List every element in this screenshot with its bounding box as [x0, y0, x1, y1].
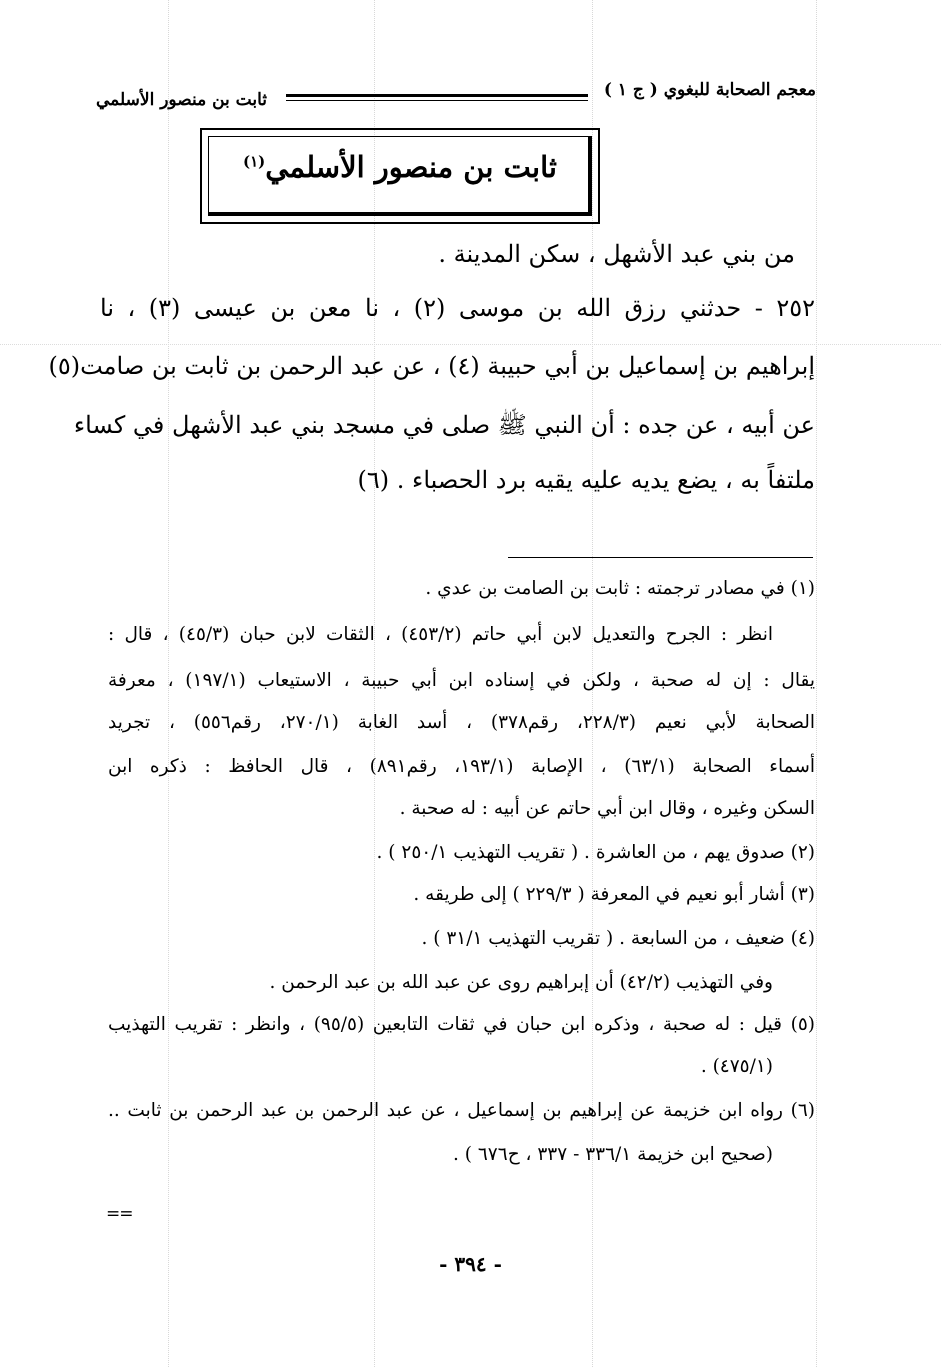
- footnote-1: (١) في مصادر ترجمته : ثابت بن الصامت بن عدي .: [425, 578, 815, 599]
- footnote-2: (٢) صدوق يهم ، من العاشرة . ( تقريب التهذيب ٢٥٠/١ ) .: [376, 842, 815, 863]
- footnote-6-continued: (صحيح ابن خزيمة ٣٣٦/١ - ٣٣٧ ، ح٦٧٦ ) .: [453, 1144, 773, 1165]
- body-line: إبراهيم بن إسماعيل بن أبي حبيبة (٤) ، عن عبد الرحمن بن ثابت بن صامت(٥): [48, 352, 815, 380]
- footnote-3: (٣) أشار أبو نعيم في المعرفة ( ٢٢٩/٣ ) إلى طريقه .: [413, 884, 815, 905]
- footnote-1-continued: الصحابة لأبي نعيم (٢٢٨/٣، رقم٣٧٨) ، أسد الغابة (٢٧٠/١، رقم٥٥٦) ، تجريد: [108, 712, 816, 733]
- entry-title: [202, 150, 598, 184]
- title-frame: [200, 128, 600, 224]
- footnote-6: (٦) رواه ابن خزيمة عن إبراهيم بن إسماعيل ، عن عبد الرحمن بن عبد الرحمن بن ثابت ..: [108, 1100, 815, 1121]
- entry-title-text: ثابت بن منصور الأسلمي: [265, 150, 558, 184]
- footnote-1-continued: يقال : إن له صحبة ، ولكن في إسناده ابن أبي حبيبة ، الاستيعاب (١٩٧/١) ، معرفة: [108, 670, 815, 691]
- body-line: ٢٥٢ - حدثني رزق الله بن موسى (٢) ، نا معن بن عيسى (٣) ، نا: [100, 294, 816, 322]
- footnote-1-continued: أسماء الصحابة (٦٣/١) ، الإصابة (١٩٣/١، رقم٨٩١) ، قال الحافظ : ذكره ابن: [108, 756, 815, 777]
- guide-line: [816, 0, 817, 1367]
- header-entry-title: ثابت بن منصور الأسلمي: [96, 90, 268, 110]
- body-line: ملتفاً به ، يضع يديه عليه يقيه برد الحصباء . (٦): [357, 466, 815, 494]
- footnote-4: (٤) ضعيف ، من السابعة . ( تقريب التهذيب ٣١/١ ) .: [421, 928, 815, 949]
- header-book-title: معجم الصحابة للبغوي ( ج ١ ): [603, 80, 816, 100]
- body-line: عن أبيه ، عن جده : أن النبي ﷺ صلى في مسجد بني عبد الأشهل في كساء: [73, 411, 815, 439]
- footnote-4-continued: وفي التهذيب (٤٢/٢) أن إبراهيم روى عن عبد الله بن عبد الرحمن .: [269, 972, 773, 993]
- body-line: من بني عبد الأشهل ، سكن المدينة .: [438, 240, 795, 268]
- header-rule-thin: [286, 100, 588, 101]
- footnote-5: (٥) قيل : له صحبة ، وذكره ابن حبان في ثقات التابعين (٩٥/٥) ، وانظر : تقريب التهذيب: [108, 1014, 815, 1035]
- footnote-1-continued: انظر : الجرح والتعديل لابن أبي حاتم (٤٥٣/٢) ، الثقات لابن حبان (٤٥/٣) ، قال :: [108, 624, 773, 645]
- running-header: [96, 80, 816, 112]
- title-footnote-ref: (١): [242, 152, 266, 171]
- footnote-1-continued: السكن وغيره ، وقال ابن أبي حاتم عن أبيه : له صحبة .: [399, 798, 815, 819]
- continuation-mark: ==: [106, 1204, 133, 1224]
- footnote-5-continued: (٤٧٥/١) .: [700, 1056, 773, 1077]
- header-rule: [286, 94, 588, 97]
- guide-line: [0, 344, 941, 345]
- page-number: - ٣٩٤ -: [439, 1252, 502, 1276]
- footnote-separator: [508, 557, 813, 558]
